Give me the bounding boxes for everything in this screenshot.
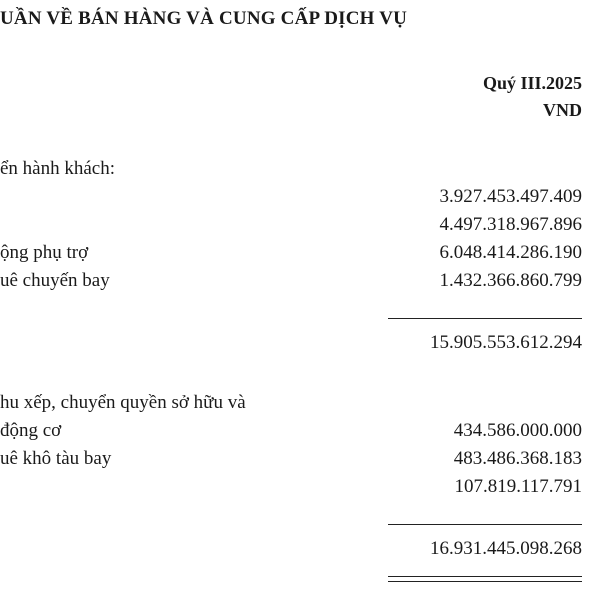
group1-row-3-value: 6.048.414.286.190: [439, 242, 582, 263]
group2-row-2-label: uê khô tàu bay: [0, 448, 112, 469]
total-rule: [388, 524, 582, 525]
column-period-header: Quý III.2025: [482, 73, 582, 93]
group1-row-4-value: 1.432.366.860.799: [439, 270, 582, 291]
group1-row-2-value: 4.497.318.967.896: [439, 214, 582, 235]
double-underline-top: [388, 576, 582, 577]
double-underline-bottom: [388, 581, 582, 582]
group2-row-2-value: 483.486.368.183: [453, 448, 582, 469]
group1-row-3-label: ộng phụ trợ: [0, 242, 89, 263]
grand-total-value: 16.931.445.098.268: [430, 538, 582, 559]
group1-row-1-value: 3.927.453.497.409: [439, 186, 582, 207]
group1-row-4-label: uê chuyến bay: [0, 270, 110, 291]
subtotal-rule: [388, 318, 582, 319]
group2-label: hu xếp, chuyển quyền sở hữu và: [0, 392, 246, 413]
column-currency-header: VND: [543, 100, 582, 120]
section-title: UẦN VỀ BÁN HÀNG VÀ CUNG CẤP DỊCH VỤ: [0, 8, 408, 29]
group2-row-3-value: 107.819.117.791: [454, 476, 582, 497]
group1-label: ển hành khách:: [0, 158, 116, 179]
group1-subtotal-value: 15.905.553.612.294: [430, 332, 582, 353]
group2-row-1-label: động cơ: [0, 420, 62, 441]
group2-row-1-value: 434.586.000.000: [453, 420, 582, 441]
